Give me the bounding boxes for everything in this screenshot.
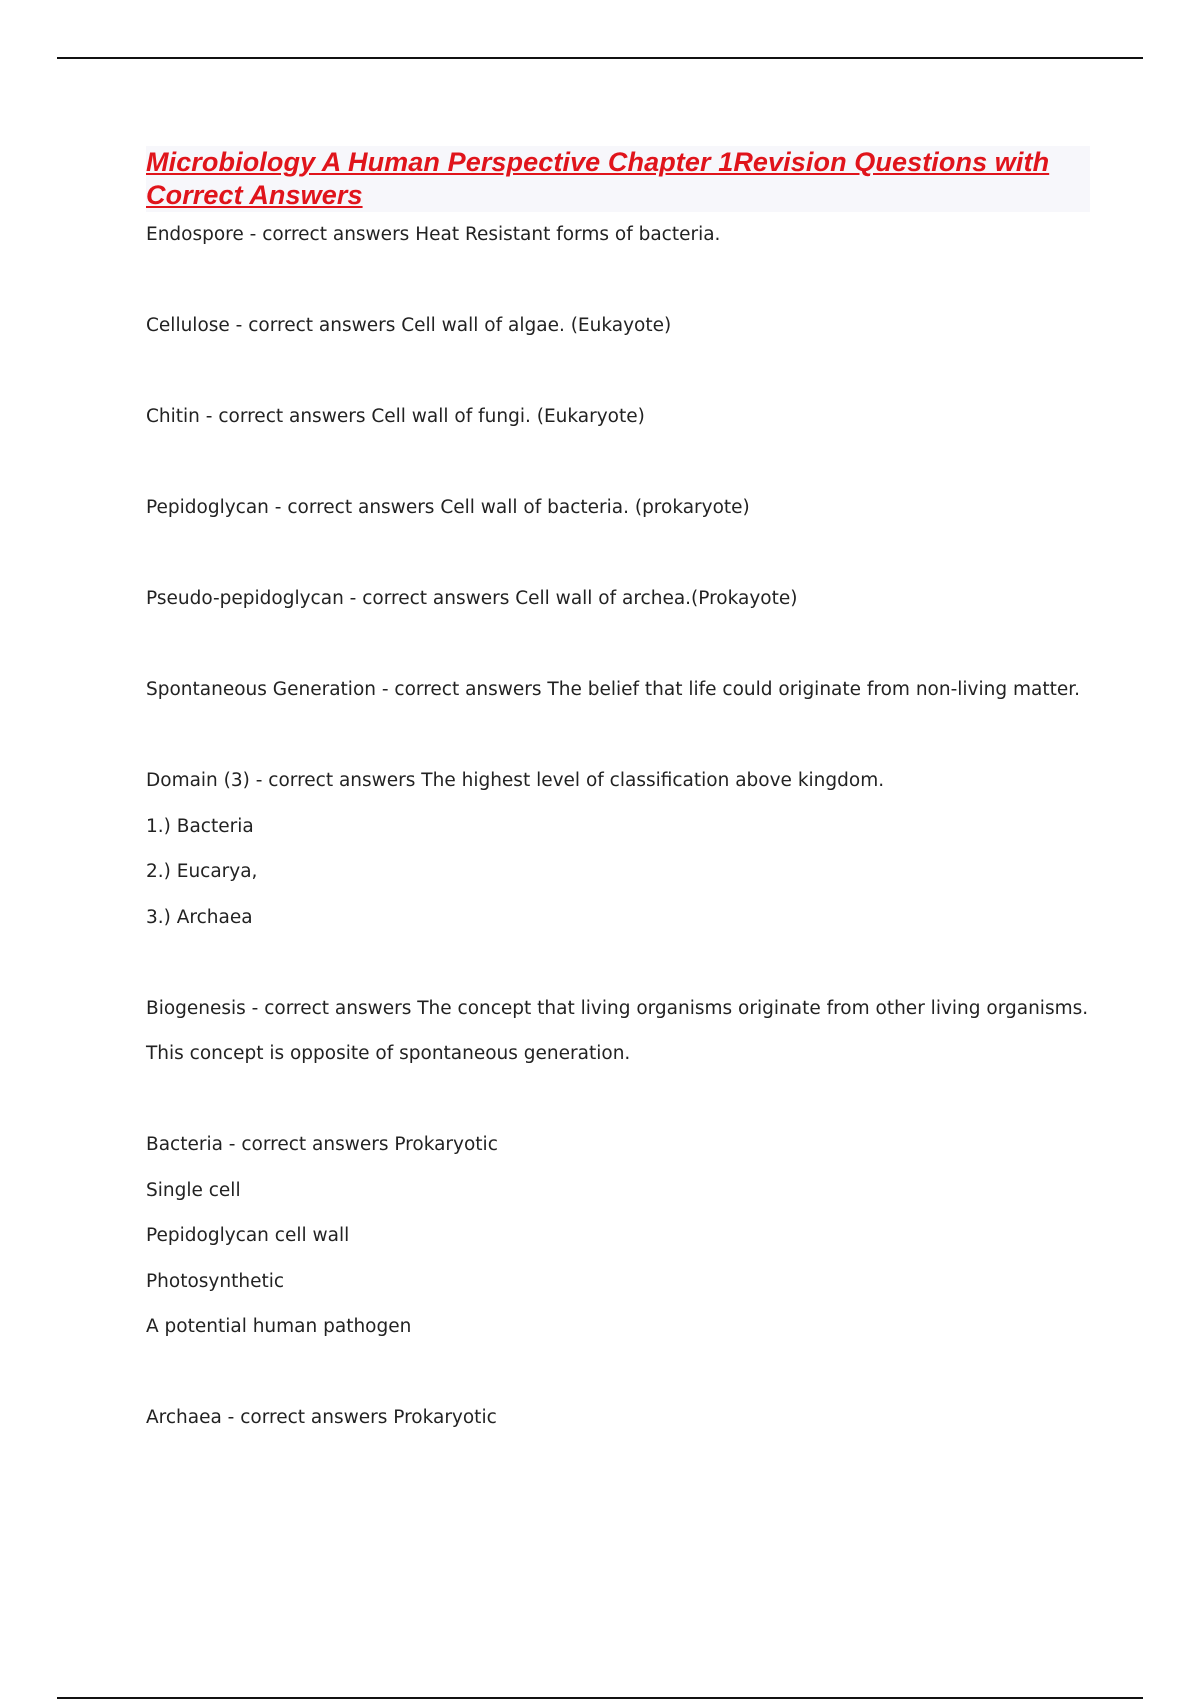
entry-list-item: 2.) Eucarya, <box>146 861 258 882</box>
entry-list-item: Pepidoglycan cell wall <box>146 1225 350 1246</box>
document-title: Microbiology A Human Perspective Chapter 1Revision Questions with Correct Answers <box>146 147 1050 210</box>
entry-text-continued: This concept is opposite of spontaneous generation. <box>146 1043 631 1064</box>
entry-text: Chitin - correct answers Cell wall of fungi. (Eukaryote) <box>146 406 645 427</box>
qa-entry-cellulose <box>146 303 1090 349</box>
title-block <box>146 146 1090 212</box>
entry-list-item: 3.) Archaea <box>146 906 253 928</box>
entry-spacer <box>146 531 1090 577</box>
qa-entry-pepidoglycan <box>146 485 1090 531</box>
qa-entry-biogenesis <box>146 986 1090 1077</box>
entry-spacer <box>146 713 1090 759</box>
qa-entry-chitin <box>146 394 1090 440</box>
entry-spacer <box>146 1350 1090 1396</box>
qa-entry-domain <box>146 758 1090 940</box>
entry-spacer <box>146 258 1090 304</box>
entry-text: Cellulose - correct answers Cell wall of algae. (Eukayote) <box>146 315 672 336</box>
entry-text: Domain (3) - correct answers The highest level of classification above kingdom. <box>146 770 885 791</box>
entry-text: Biogenesis - correct answers The concept that living organisms originate from other living organisms. <box>146 997 1089 1019</box>
entry-text: Endospore - correct answers Heat Resistant forms of bacteria. <box>146 224 721 245</box>
entry-spacer <box>146 622 1090 668</box>
entry-text: Archaea - correct answers Prokaryotic <box>146 1407 497 1428</box>
entry-spacer <box>146 349 1090 395</box>
entry-list-item: A potential human pathogen <box>146 1316 412 1337</box>
entry-list-item: Single cell <box>146 1179 241 1201</box>
entry-spacer <box>146 940 1090 986</box>
entry-spacer <box>146 1077 1090 1123</box>
qa-entry-bacteria <box>146 1122 1090 1350</box>
qa-entry-pseudo-pepidoglycan <box>146 576 1090 622</box>
qa-entry-archaea <box>146 1395 1090 1441</box>
entry-text: Pseudo-pepidoglycan - correct answers Cell wall of archea.(Prokayote) <box>146 588 798 609</box>
page-bottom-rule <box>57 1697 1143 1699</box>
entry-text: Pepidoglycan - correct answers Cell wall of bacteria. (prokaryote) <box>146 497 750 518</box>
entry-list-item: 1.) Bacteria <box>146 815 254 837</box>
entry-text: Bacteria - correct answers Prokaryotic <box>146 1134 498 1155</box>
entry-spacer <box>146 440 1090 486</box>
qa-entry-endospore <box>146 212 1090 258</box>
page-top-rule <box>57 57 1143 59</box>
qa-entry-spontaneous-generation <box>146 667 1090 713</box>
entry-text: Spontaneous Generation - correct answers The belief that life could originate from non-living matter. <box>146 679 1081 700</box>
entry-list-item: Photosynthetic <box>146 1270 285 1292</box>
document-body <box>146 146 1090 1441</box>
